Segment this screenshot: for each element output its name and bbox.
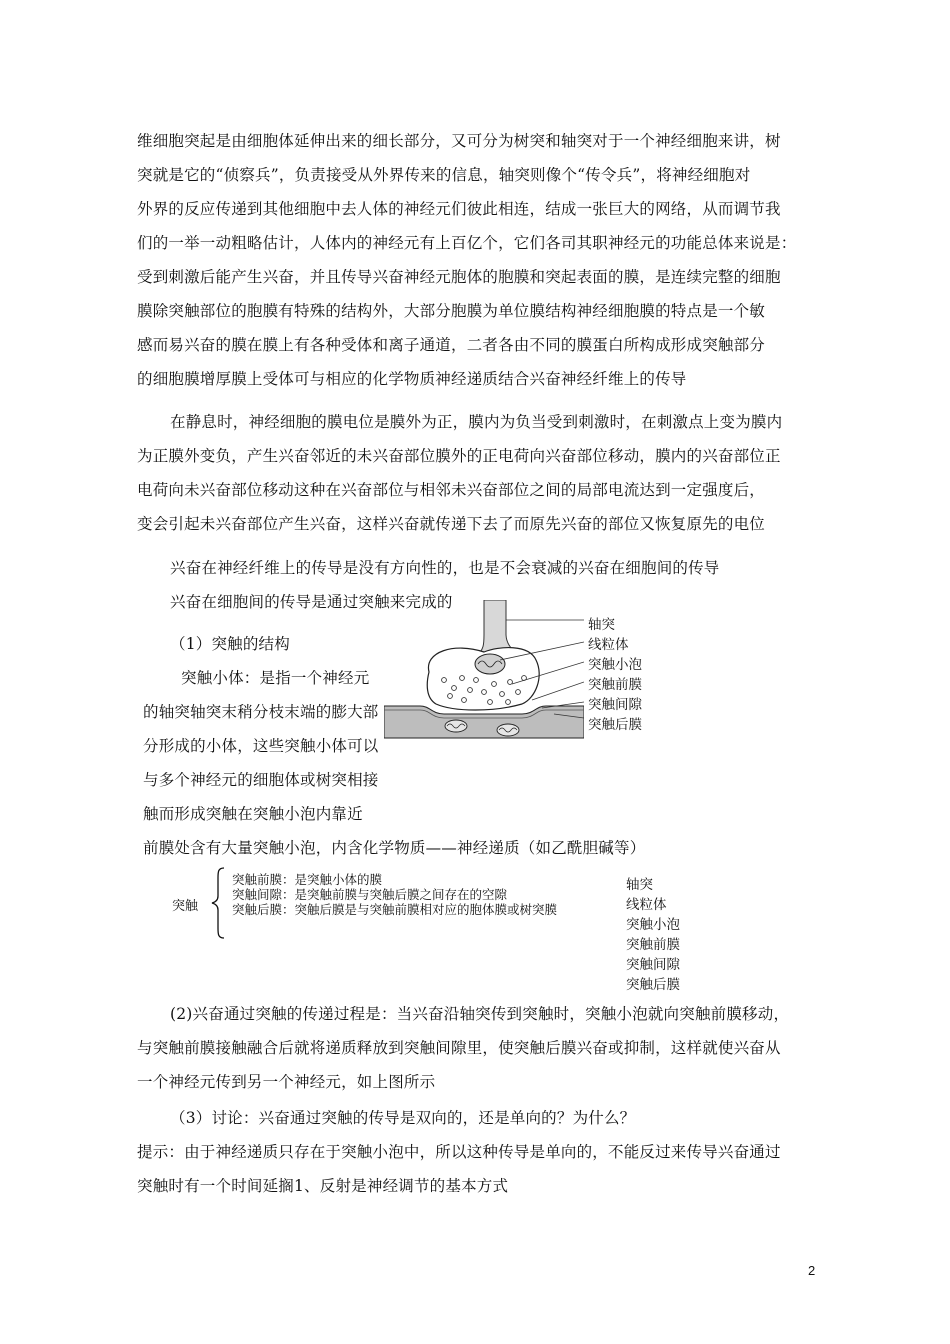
text-line: 与突触前膜接触融合后就将递质释放到突触间隙里，使突触后膜兴奋或抑制，这样就使兴奋从 xyxy=(137,1039,781,1057)
section-question: （3）讨论：兴奋通过突触的传导是双向的，还是单向的？为什么？ xyxy=(170,1109,636,1127)
mitochondrion xyxy=(475,654,505,674)
text-line: 为正膜外变负，产生兴奋邻近的未兴奋部位膜外的正电荷向兴奋部位移动，膜内的兴奋部位正 xyxy=(137,447,781,465)
label-axon: 轴突 xyxy=(588,617,615,633)
text-line: 兴奋在细胞间的传导是通过突触来完成的 xyxy=(170,593,453,611)
text-line: 与多个神经元的细胞体或树突相接 xyxy=(143,771,379,789)
label-mitochondrion: 线粒体 xyxy=(588,637,629,653)
list-item: 突触间隙 xyxy=(626,957,680,973)
text-line: 分形成的小体，这些突触小体可以 xyxy=(143,737,379,755)
text-line: 提示：由于神经递质只存在于突触小泡中，所以这种传导是单向的，不能反过来传导兴奋通过 xyxy=(137,1143,781,1161)
text-line: 触而形成突触在突触小泡内靠近 xyxy=(143,805,363,823)
synapse-head: 突触 xyxy=(172,899,199,914)
list-item: 突触小泡 xyxy=(626,917,680,933)
text-line: 感而易兴奋的膜在膜上有各种受体和离子通道，二者各由不同的膜蛋白所构成形成突触部分 xyxy=(137,336,766,354)
synapse-row: 突触后膜：突触后膜是与突触前膜相对应的胞体膜或树突膜 xyxy=(232,902,558,917)
text-line: 前膜处含有大量突触小泡，内含化学物质——神经递质（如乙酰胆碱等） xyxy=(143,839,646,857)
synapse-row: 突触前膜：是突触小体的膜 xyxy=(232,872,383,887)
text-line: 们的一举一动粗略估计，人体内的神经元有上百亿个，它们各司其职神经元的功能总体来说是： xyxy=(137,234,797,252)
text-line: 变会引起未兴奋部位产生兴奋，这样兴奋就传递下去了而原先兴奋的部位又恢复原先的电位 xyxy=(137,515,766,533)
text-line: 在静息时，神经细胞的膜电位是膜外为正，膜内为负当受到刺激时，在刺激点上变为膜内 xyxy=(170,413,783,431)
text-line: 突触小体：是指一个神经元 xyxy=(181,669,370,687)
text-line: 的轴突轴突末稍分枝末端的膨大部 xyxy=(143,703,379,721)
text-line: 膜除突触部位的胞膜有特殊的结构外，大部分胞膜为单位膜结构神经细胞膜的特点是一个敏 xyxy=(137,302,766,320)
list-item: 突触前膜 xyxy=(626,937,680,953)
text-line: 一个神经元传到另一个神经元，如上图所示 xyxy=(137,1073,436,1091)
section-title: （1）突触的结构 xyxy=(170,635,290,653)
text-line: 突就是它的“侦察兵”，负责接受从外界传来的信息，轴突则像个“传令兵”，将神经细胞对 xyxy=(137,166,751,184)
synapse-row: 突触间隙：是突触前膜与突触后膜之间存在的空隙 xyxy=(232,887,508,902)
page-number: 2 xyxy=(808,1263,816,1278)
label-presynaptic: 突触前膜 xyxy=(588,677,642,693)
text-line: 外界的反应传递到其他细胞中去人体的神经元们彼此相连，结成一张巨大的网络，从而调节我 xyxy=(137,200,781,218)
text-line: 电荷向未兴奋部位移动这种在兴奋部位与相邻未兴奋部位之间的局部电流达到一定强度后， xyxy=(137,481,766,499)
label-postsynaptic: 突触后膜 xyxy=(588,717,642,733)
text-line: 兴奋在神经纤维上的传导是没有方向性的，也是不会衰减的兴奋在细胞间的传导 xyxy=(170,559,720,577)
label-cleft: 突触间隙 xyxy=(588,697,642,713)
list-item: 线粒体 xyxy=(626,897,667,913)
label-vesicle: 突触小泡 xyxy=(588,657,642,673)
text-line: 的细胞膜增厚膜上受体可与相应的化学物质神经递质结合兴奋神经纤维上的传导 xyxy=(137,370,687,388)
text-line: 突触时有一个时间延搁1、反射是神经调节的基本方式 xyxy=(137,1177,509,1195)
list-item: 轴突 xyxy=(626,877,653,893)
text-line: (2)兴奋通过突触的传递过程是：当兴奋沿轴突传到突触时，突触小泡就向突触前膜移动， xyxy=(170,1005,790,1023)
brace-icon xyxy=(208,866,228,940)
text-line: 受到刺激后能产生兴奋，并且传导兴奋神经元胞体的胞膜和突起表面的膜，是连续完整的细胞 xyxy=(137,268,781,286)
synapse-diagram xyxy=(384,600,584,745)
text-line: 维细胞突起是由细胞体延伸出来的细长部分，又可分为树突和轴突对于一个神经细胞来讲，树 xyxy=(137,132,781,150)
list-item: 突触后膜 xyxy=(626,977,680,993)
postsynaptic-membrane xyxy=(384,706,584,738)
